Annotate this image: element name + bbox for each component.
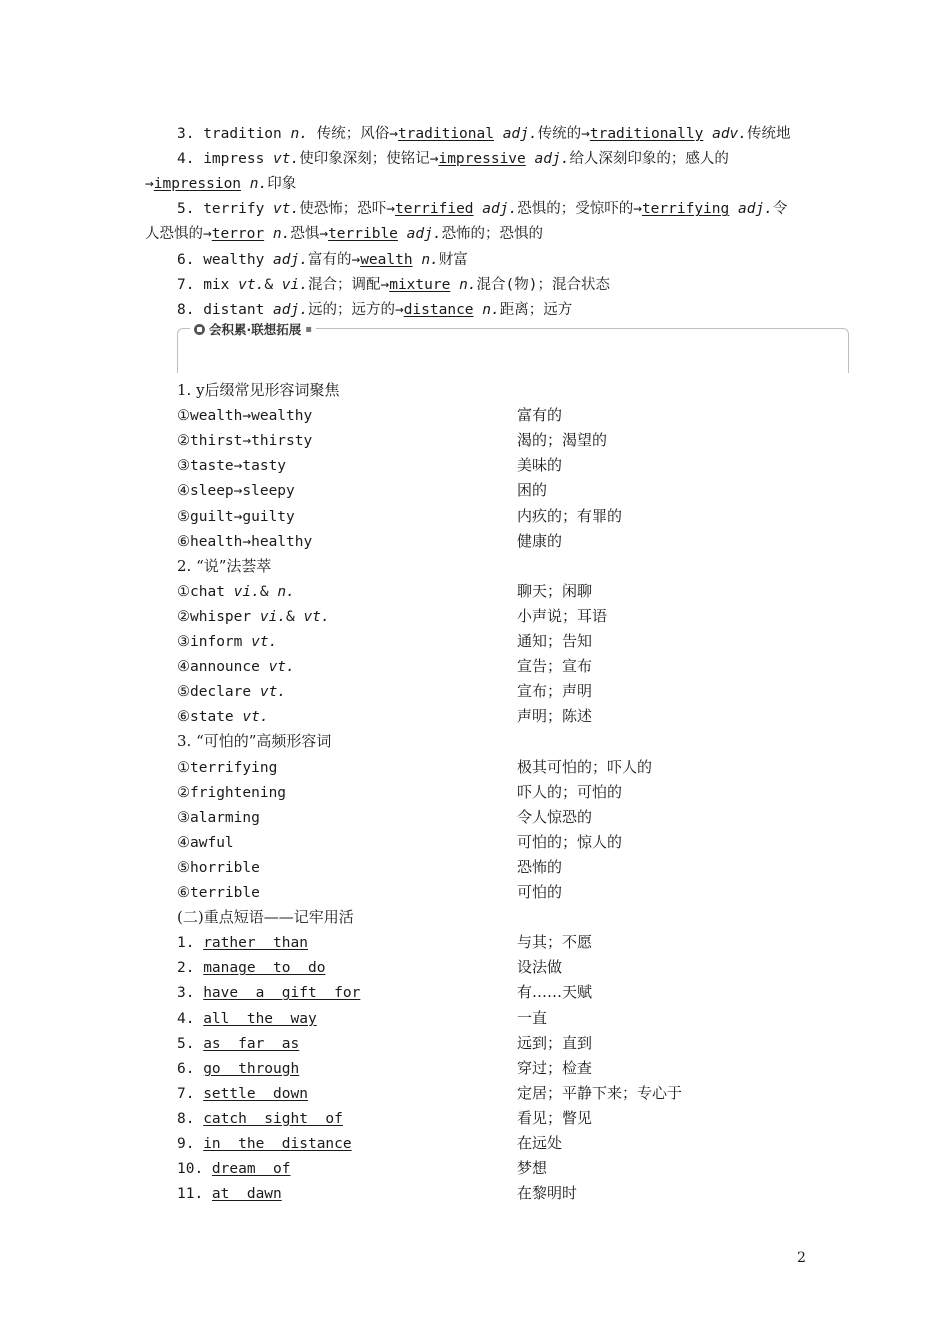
- vocab-line: [177, 148, 729, 169]
- meaning: 宣告；宣布: [517, 657, 593, 676]
- term: [177, 982, 360, 1003]
- line-text: ④awful: [177, 834, 234, 851]
- line-text: 恐惧→: [290, 226, 329, 243]
- part-of-speech: vt.: [268, 659, 295, 676]
- line-text: 给人深刻印象的；感人的: [569, 151, 729, 168]
- part-of-speech: n.: [277, 583, 295, 600]
- line-text: 7. mix: [177, 276, 239, 293]
- meaning: 可怕的: [517, 883, 563, 901]
- meaning: 在远处: [517, 1134, 563, 1152]
- section-heading: 1. y后缀常见形容词聚焦: [177, 381, 340, 399]
- line-text: ⑤horrible: [177, 859, 260, 876]
- line-text: 印象: [267, 176, 297, 193]
- line-text: ⑤guilt→guilty: [177, 508, 295, 525]
- answer-word: terror: [211, 226, 265, 243]
- line-text: [526, 151, 535, 167]
- section-heading: (二)重点短语——记牢用活: [177, 908, 354, 927]
- line-text: ③taste→tasty: [177, 458, 287, 475]
- line-text: 4.: [177, 1010, 204, 1027]
- line-text: [398, 226, 407, 242]
- part-of-speech: vi.: [281, 276, 308, 293]
- term: [177, 782, 286, 803]
- line-text: 混合(物)；混合状态: [476, 276, 610, 293]
- line-text: ②whisper: [177, 608, 260, 625]
- line-text: 距离；远方: [499, 301, 573, 318]
- term: [177, 1158, 291, 1179]
- term: [177, 681, 286, 702]
- term: [177, 957, 325, 978]
- part-of-speech: vt.: [273, 201, 300, 218]
- line-text: ④sleep→sleepy: [177, 483, 295, 500]
- line-text: 恐怖的；恐惧的: [441, 226, 544, 243]
- answer-word: impression: [153, 176, 242, 193]
- term: [177, 832, 234, 853]
- meaning: 聊天；闲聊: [517, 581, 593, 600]
- line-text: [413, 252, 422, 268]
- line-text: ②frightening: [177, 784, 287, 801]
- answer-word: traditional: [397, 126, 494, 142]
- term: [177, 857, 260, 878]
- line-text: ②thirst→thirsty: [177, 433, 313, 450]
- line-text: [703, 126, 712, 142]
- line-text: 2.: [177, 960, 204, 977]
- meaning: 通知；告知: [517, 632, 593, 650]
- meaning: 一直: [517, 1008, 548, 1027]
- part-of-speech: vt.: [242, 709, 269, 726]
- term: [177, 455, 286, 476]
- term: [177, 405, 312, 426]
- meaning: 在黎明时: [517, 1184, 578, 1203]
- answer-word: all the way: [203, 1010, 317, 1027]
- answer-word: have a gift for: [203, 985, 361, 1002]
- line-text: 11.: [177, 1186, 212, 1203]
- line-text: 8.: [177, 1110, 204, 1127]
- section-heading: 3. “可怕的”高频形容词: [177, 732, 332, 751]
- answer-word: wealth: [360, 251, 413, 268]
- term: [177, 1133, 352, 1154]
- part-of-speech: adj.: [534, 151, 570, 168]
- part-of-speech: vt.: [251, 634, 278, 650]
- line-text: 令: [772, 201, 788, 218]
- answer-word: impressive: [438, 151, 526, 168]
- vocab-line: [145, 173, 296, 194]
- meaning: 设法做: [517, 958, 563, 977]
- meaning: 有……天赋: [517, 983, 593, 1002]
- part-of-speech: vt.: [273, 151, 300, 168]
- term: [177, 1183, 282, 1204]
- meaning: 恐怖的: [517, 857, 563, 876]
- part-of-speech: vt.: [259, 684, 287, 701]
- line-text: &: [286, 608, 304, 625]
- term: [177, 932, 308, 953]
- meaning: 极其可怕的；吓人的: [517, 757, 653, 776]
- term: [177, 631, 277, 652]
- meaning: 渴的；渴望的: [517, 431, 608, 450]
- line-text: 使恐怖；恐吓→: [299, 201, 395, 218]
- line-text: [494, 126, 503, 142]
- vocab-line: [177, 299, 572, 320]
- term: [177, 480, 295, 501]
- answer-word: settle down: [203, 1085, 308, 1102]
- line-text: 1.: [177, 935, 204, 952]
- part-of-speech: n.: [290, 126, 308, 142]
- line-text: 恐惧的；受惊吓的→: [517, 201, 642, 218]
- line-text: ④announce: [177, 659, 269, 676]
- term: [177, 506, 295, 527]
- vocab-line: [145, 223, 543, 244]
- meaning: 令人惊恐的: [517, 807, 593, 826]
- term: [177, 1083, 308, 1104]
- line-text: 5. terrify: [177, 201, 274, 218]
- part-of-speech: vt.: [238, 276, 265, 293]
- answer-word: dream of: [211, 1161, 291, 1178]
- meaning: 小声说；耳语: [517, 606, 608, 625]
- line-text: [264, 226, 273, 242]
- line-text: 8. distant: [177, 301, 274, 318]
- line-text: &: [264, 276, 282, 293]
- part-of-speech: adj.: [482, 201, 518, 218]
- line-text: ⑥health→healthy: [177, 533, 313, 550]
- meaning: 美味的: [517, 456, 563, 475]
- line-text: 财富: [438, 251, 468, 268]
- part-of-speech: adv.: [712, 126, 748, 142]
- line-text: 5.: [177, 1035, 204, 1052]
- answer-word: distance: [403, 301, 474, 318]
- meaning: 内疚的；有罪的: [517, 506, 623, 525]
- part-of-speech: adj.: [273, 301, 308, 318]
- line-text: [450, 277, 459, 293]
- vocab-line: [177, 249, 468, 270]
- term: [177, 1058, 299, 1079]
- term: [177, 1033, 299, 1054]
- part-of-speech: n.: [249, 176, 268, 193]
- line-text: [241, 176, 250, 192]
- line-text: 人恐惧的→: [145, 226, 212, 243]
- line-text: ⑤declare: [177, 684, 260, 701]
- section-box-title: 会积累·联想拓展: [209, 322, 302, 337]
- term: [177, 757, 277, 778]
- answer-word: manage to do: [203, 960, 326, 977]
- line-text: ③alarming: [177, 809, 260, 826]
- part-of-speech: n.: [272, 226, 291, 243]
- vocab-line: [177, 198, 787, 219]
- term: [177, 430, 312, 451]
- line-text: 富有的→: [307, 251, 361, 268]
- line-text: 传统；风俗→: [307, 126, 398, 142]
- meaning: 定居；平静下来；专心于: [517, 1083, 683, 1102]
- answer-word: mixture: [389, 276, 451, 293]
- term: [177, 656, 295, 677]
- tag-dot: ▪: [305, 323, 313, 335]
- vocab-line: [177, 123, 791, 144]
- part-of-speech: n.: [421, 251, 439, 268]
- meaning: 宣布；声明: [517, 682, 593, 701]
- line-text: ⑥terrible: [177, 885, 260, 901]
- term: [177, 882, 260, 903]
- book-icon: [194, 324, 205, 335]
- term: [177, 706, 269, 727]
- line-text: ③inform: [177, 634, 252, 650]
- line-text: 7.: [177, 1085, 204, 1102]
- term: [177, 1108, 343, 1129]
- line-text: [474, 201, 483, 217]
- line-text: 混合；调配→: [307, 276, 390, 293]
- part-of-speech: adj.: [737, 201, 773, 218]
- line-text: 使印象深刻；使铭记→: [299, 151, 439, 168]
- term: [177, 606, 330, 627]
- answer-word: terrible: [328, 226, 398, 243]
- line-text: →: [145, 176, 154, 193]
- line-text: 9.: [177, 1136, 204, 1152]
- meaning: 吓人的；可怕的: [517, 782, 623, 801]
- meaning: 远到；直到: [517, 1033, 593, 1052]
- part-of-speech: adj.: [406, 226, 442, 243]
- meaning: 困的: [517, 481, 548, 500]
- line-text: 3. tradition: [177, 126, 291, 142]
- line-text: 远的；远方的→: [307, 301, 404, 318]
- answer-word: catch sight of: [203, 1110, 343, 1127]
- answer-word: traditionally: [589, 126, 704, 142]
- part-of-speech: adj.: [502, 126, 538, 142]
- meaning: 与其；不愿: [517, 933, 593, 952]
- line-text: 10.: [177, 1161, 212, 1178]
- line-text: 6.: [177, 1060, 204, 1077]
- line-text: ①terrifying: [177, 759, 278, 776]
- answer-word: in the distance: [203, 1136, 352, 1152]
- line-text: [729, 201, 738, 217]
- part-of-speech: n.: [482, 301, 500, 318]
- part-of-speech: vi.: [259, 608, 287, 625]
- meaning: 可怕的；惊人的: [517, 832, 623, 851]
- meaning: 声明；陈述: [517, 707, 593, 726]
- part-of-speech: vi.: [233, 583, 260, 600]
- answer-word: rather than: [203, 935, 308, 952]
- line-text: [474, 302, 483, 318]
- line-text: ⑥state: [177, 709, 243, 726]
- meaning: 穿过；检查: [517, 1058, 593, 1077]
- answer-word: terrifying: [641, 201, 730, 218]
- meaning: 富有的: [517, 406, 563, 425]
- page-number: 2: [797, 1250, 806, 1266]
- section-box-tag: [190, 320, 316, 338]
- meaning: 健康的: [517, 531, 563, 550]
- vocab-line: [177, 274, 610, 295]
- part-of-speech: vt.: [303, 608, 330, 625]
- line-text: 传统地: [747, 126, 791, 142]
- section-heading: 2. “说”法荟萃: [177, 556, 272, 575]
- term: [177, 581, 295, 602]
- part-of-speech: n.: [459, 276, 477, 293]
- line-text: 3.: [177, 985, 204, 1002]
- line-text: &: [259, 583, 278, 600]
- line-text: 传统的→: [537, 126, 590, 142]
- answer-word: terrified: [394, 201, 474, 218]
- line-text: ①chat: [177, 583, 234, 600]
- line-text: 4. impress: [177, 151, 274, 168]
- answer-word: at dawn: [211, 1186, 282, 1203]
- term: [177, 531, 312, 552]
- line-text: 6. wealthy: [177, 251, 274, 268]
- term: [177, 807, 260, 828]
- answer-word: go through: [203, 1060, 300, 1077]
- meaning: 看见；瞥见: [517, 1108, 593, 1127]
- meaning: 梦想: [517, 1159, 548, 1178]
- term: [177, 1008, 317, 1029]
- answer-word: as far as: [203, 1035, 300, 1052]
- part-of-speech: adj.: [273, 251, 308, 268]
- section-box: [177, 322, 849, 373]
- line-text: ①wealth→wealthy: [177, 408, 313, 425]
